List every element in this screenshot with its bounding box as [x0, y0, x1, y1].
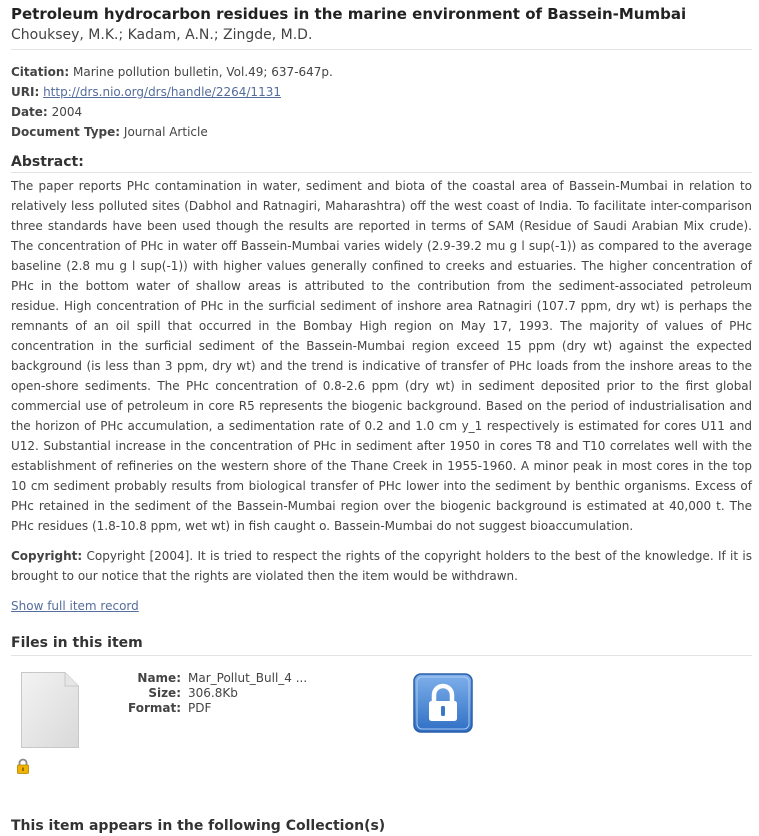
- collections-heading: This item appears in the following Collection(s): [11, 818, 386, 834]
- uri-row: [11, 82, 752, 102]
- restricted-access-lock-icon[interactable]: [413, 673, 473, 733]
- file-name-label: Name:: [137, 671, 181, 685]
- citation-row: [11, 62, 752, 82]
- file-details: [111, 671, 307, 716]
- uri-link[interactable]: http://drs.nio.org/drs/handle/2264/1131: [43, 85, 281, 99]
- file-format-label: Format:: [127, 701, 181, 715]
- files-heading: Files in this item: [11, 635, 143, 651]
- doctype-row: [11, 122, 752, 142]
- item-authors: Chouksey, M.K.; Kadam, A.N.; Zingde, M.D.: [11, 27, 313, 43]
- file-size-row: [111, 686, 307, 701]
- metadata-list: [11, 62, 752, 142]
- padlock-icon: [15, 758, 31, 774]
- date-label: Date:: [11, 105, 48, 119]
- date-row: [11, 102, 752, 122]
- abstract-divider: [11, 172, 752, 173]
- document-thumbnail-graphic: [21, 672, 79, 748]
- citation-value: Marine pollution bulletin, Vol.49; 637-647p.: [73, 65, 333, 79]
- file-name-row: [111, 671, 307, 686]
- file-format-value: PDF: [188, 701, 212, 715]
- copyright-block: [11, 546, 752, 586]
- citation-label: Citation:: [11, 65, 70, 79]
- uri-label: URI:: [11, 85, 40, 99]
- file-size-value: 306.8Kb: [188, 686, 238, 700]
- file-name-value: Mar_Pollut_Bull_4 ...: [188, 671, 308, 685]
- file-entry: [11, 656, 752, 778]
- doctype-label: Document Type:: [11, 125, 121, 139]
- copyright-label: Copyright:: [11, 549, 83, 563]
- document-thumbnail-icon[interactable]: [21, 672, 79, 748]
- abstract-text: The paper reports PHc contamination in water, sediment and biota of the coastal area of Bassein-Mumbai in relation to relatively less polluted sites (Dabhol and Ratnagiri, Maharashtra) off the west coast of India. To facilitate inter-comparison three standards have been used though the results are reported in terms of SAM (Residue of Saudi Arabian Mix crude). The concentration of PHc in water off Bassein-Mumbai varies widely (2.9-39.2 mu g l sup(-1)) as compared to the average baseline (2.8 mu g l sup(-1)) with higher values generally confined to creeks and estuaries. The higher concentration of PHc in the bottom water of shallow areas is attributed to the contribution from the sediment-associated petroleum residue. High concentration of PHc in the surficial sediment of inshore area Ratnagiri (107.7 ppm, dry wt) is perhaps the remnants of an oil spill that occurred in the Bombay High region on May 17, 1993. The majority of values of PHc concentration in the surficial sediment of the Bassein-Mumbai region exceed 15 ppm (dry wt) against the expected background (is less than 3 ppm, dry wt) and the trend is indicative of transfer of PHc loads from the inshore areas to the open-shore sediments. The PHc concentration of 0.8-2.6 ppm (dry wt) in sediment deposited prior to the first global commercial use of petroleum in core R5 represents the biogenic background. Based on the period of industrialisation and the horizon of PHc accumulation, a sedimentation rate of 0.2 and 1.0 cm y_1 respectively is estimated for cores U11 and U12. Substantial increase in the concentration of PHc in sediment after 1950 in cores T8 and T10 correlates well with the establishment of refineries on the western shore of the Thane Creek in 1955-1960. A minor peak in most cores in the top 10 cm sediment probably results from biological transfer of PHc lower into the sediment by benthic organisms. Excess of PHc retained in the sediment of the Bassein-Mumbai region over the biogenic background is estimated at 40,000 t. The PHc residues (1.8-10.8 ppm, wet wt) in fish caught o. Bassein-Mumbai do not suggest bioaccumulation.: [11, 179, 752, 533]
- date-value: 2004: [51, 105, 83, 119]
- doctype-value: Journal Article: [123, 125, 208, 139]
- abstract-heading: Abstract:: [11, 154, 84, 170]
- copyright-text: Copyright [2004]. It is tried to respect the rights of the copyright holders to the best of the knowledge. If it is brought to our notice that the rights are violated then the item would be withdrawn.: [11, 549, 752, 583]
- item-title: Petroleum hydrocarbon residues in the marine environment of Bassein-Mumbai: [11, 5, 687, 23]
- file-size-label: Size:: [148, 686, 181, 700]
- restricted-access-graphic: [413, 673, 473, 733]
- file-format-row: [111, 701, 307, 716]
- title-divider: [11, 49, 752, 50]
- show-full-record-link[interactable]: Show full item record: [11, 599, 139, 613]
- item-view: [11, 4, 752, 836]
